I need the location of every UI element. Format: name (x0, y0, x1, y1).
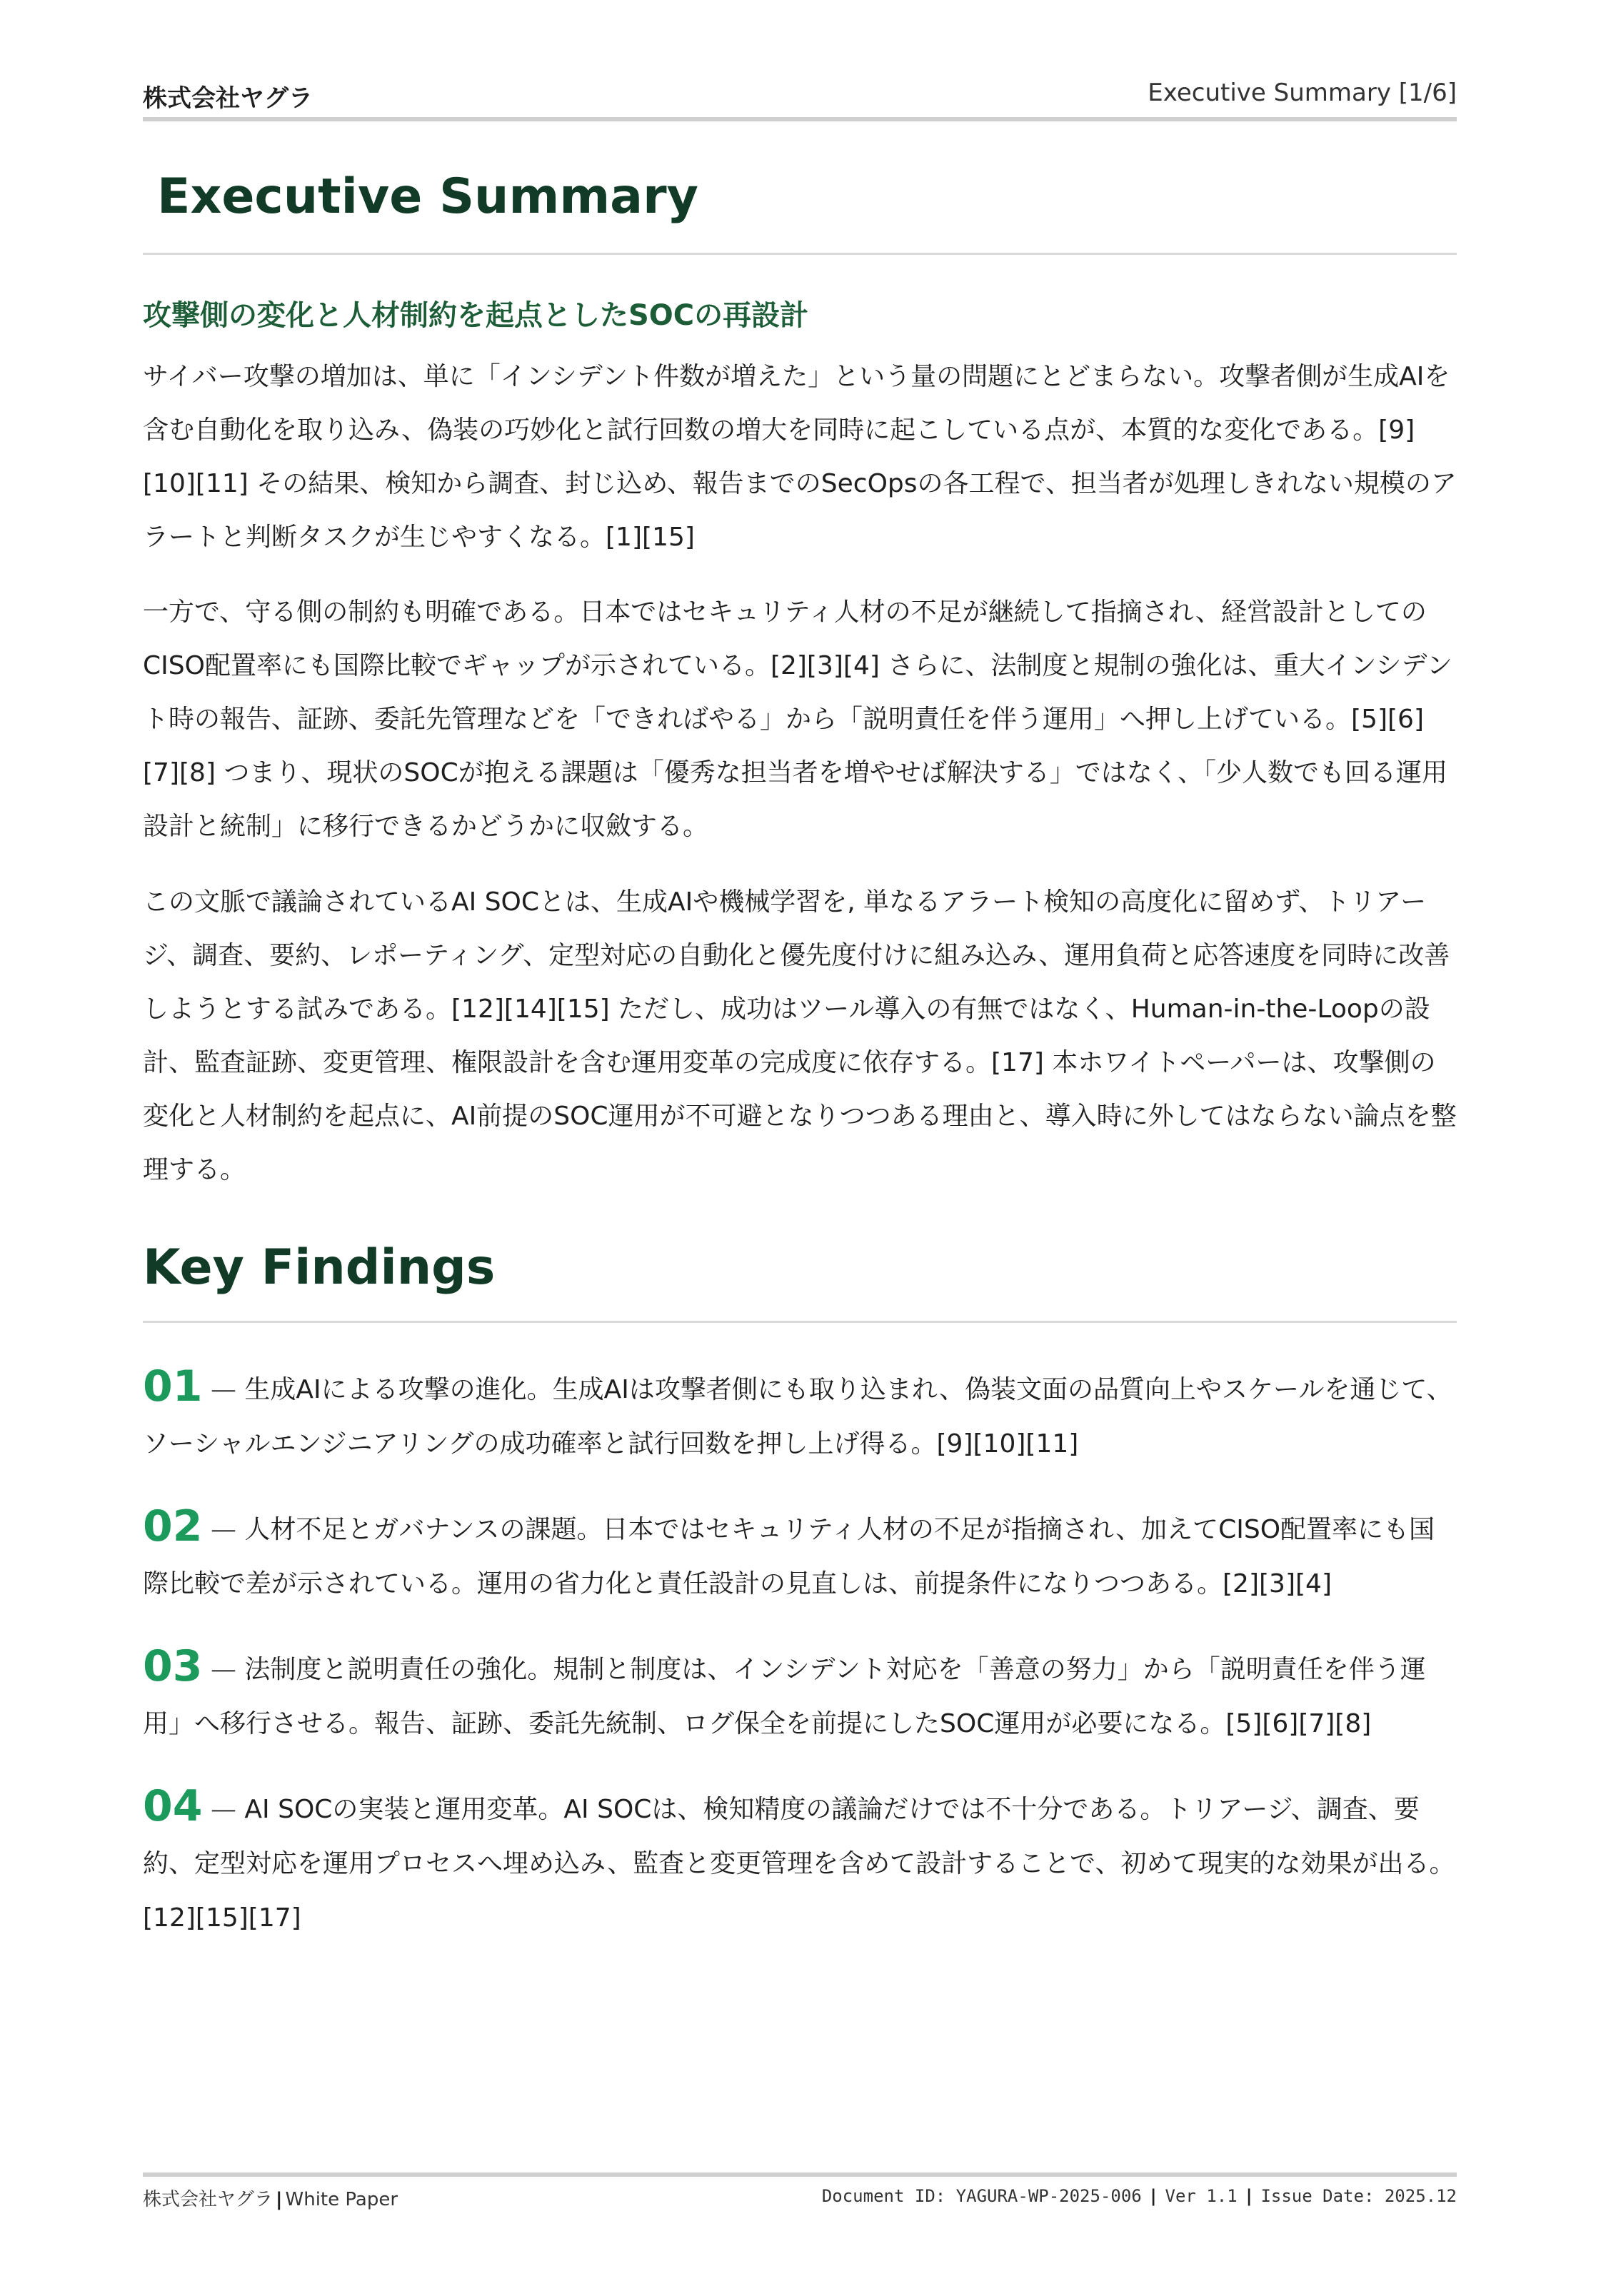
footer-company: 株式会社ヤグラ (143, 2189, 273, 2210)
finding-dash: — (210, 1795, 236, 1824)
finding-text: 生成AIによる攻撃の進化。生成AIは攻撃者側にも取り込まれ、偽装文面の品質向上やスケールを通じて、ソーシャルエンジニアリングの成功確率と試行回数を押し上げ得る。[9][10][11] (143, 1375, 1452, 1459)
page-header (143, 71, 1457, 120)
summary-paragraph-2: 一方で、守る側の制約も明確である。日本ではセキュリティ人材の不足が継続して指摘され、経営設計としてのCISO配置率にも国際比較でギャップが示されている。[2][3][4] さらに、法制度と規制の強化は、重大インシデント時の報告、証跡、委託先管理などを「できればやる」から「説明責任を伴う運用」へ押し上げている。[5][6][7][8] つまり、現状のSOCが抱える課題は「優秀な担当者を増やせば解決する」ではなく、「少人数でも回る運用設計と統制」に移行できるかどうかに収斂する。 (143, 598, 1452, 841)
finding-text: 人材不足とガバナンスの課題。日本ではセキュリティ人材の不足が指摘され、加えてCISO配置率にも国際比較で差が示されている。運用の省力化と責任設計の見直しは、前提条件になりつつある。[2][3][4] (143, 1515, 1435, 1598)
finding-item (143, 1359, 1457, 1471)
footer-doc-type: White Paper (285, 2189, 398, 2210)
finding-text: 法制度と説明責任の強化。規制と制度は、インシデント対応を「善意の努力」から「説明責任を伴う運用」へ移行させる。報告、証跡、委託先統制、ログ保全を前提にしたSOC運用が必要になる。[5][6][7][8] (143, 1655, 1426, 1738)
header-company-name: 株式会社ヤグラ (143, 84, 313, 113)
finding-number: 02 (143, 1501, 203, 1551)
finding-number: 04 (143, 1781, 203, 1831)
title-divider (143, 253, 1457, 255)
footer-separator: | (276, 2189, 283, 2210)
finding-dash: — (210, 1515, 236, 1544)
footer-document-meta (822, 2186, 1457, 2206)
footer-separator: | (1150, 2186, 1157, 2206)
finding-item (143, 1779, 1457, 1945)
finding-dash: — (210, 1375, 236, 1404)
summary-paragraph-1: サイバー攻撃の増加は、単に「インシデント件数が増えた」という量の問題にとどまらない。攻撃者側が生成AIを含む自動化を取り込み、偽装の巧妙化と試行回数の増大を同時に起こしている点が、本質的な変化である。[9][10][11] その結果、検知から調査、封じ込め、報告までのSecOpsの各工程で、担当者が処理しきれない規模のアラートと判断タスクが生じやすくなる。[1][15] (143, 362, 1457, 552)
footer-issue-date: Issue Date: 2025.12 (1260, 2186, 1457, 2206)
footer-separator: | (1245, 2186, 1253, 2206)
footer-document-id: Document ID: YAGURA-WP-2025-006 (821, 2186, 1142, 2206)
header-divider (143, 117, 1457, 121)
summary-paragraph-3: この文脈で議論されているAI SOCとは、生成AIや機械学習を, 単なるアラート検知の高度化に留めず、トリアージ、調査、要約、レポーティング、定型対応の自動化と優先度付けに組み込み、運用負荷と応答速度を同時に改善しようとする試みである。[12][14][15] ただし、成功はツール導入の有無ではなく、Human-in-the-Loopの設計、監査証跡、変更管理、権限設計を含む運用変革の完成度に依存する。[17] 本ホワイトペーパーは、攻撃側の変化と人材制約を起点に、AI前提のSOC運用が不可避となりつつある理由と、導入時に外してはならない論点を整理する。 (143, 887, 1457, 1184)
executive-summary-title: Executive Summary (157, 168, 698, 225)
finding-item (143, 1639, 1457, 1751)
key-findings-divider (143, 1321, 1457, 1323)
finding-dash: — (210, 1655, 236, 1684)
key-findings-title: Key Findings (143, 1239, 496, 1296)
finding-number: 01 (143, 1361, 203, 1411)
executive-summary-subheading: 攻撃側の変化と人材制約を起点としたSOCの再設計 (143, 299, 809, 332)
finding-item (143, 1499, 1457, 1611)
finding-text: AI SOCの実装と運用変革。AI SOCは、検知精度の議論だけでは不十分である。トリアージ、調査、要約、定型対応を運用プロセスへ埋め込み、監査と変更管理を含めて設計することで、初めて現実的な効果が出る。[12][15][17] (143, 1795, 1455, 1933)
footer-divider (143, 2172, 1457, 2177)
footer-left (143, 2185, 398, 2211)
footer-version: Ver 1.1 (1165, 2186, 1238, 2206)
header-page-info: Executive Summary [1/6] (1148, 79, 1457, 107)
finding-number: 03 (143, 1641, 203, 1691)
